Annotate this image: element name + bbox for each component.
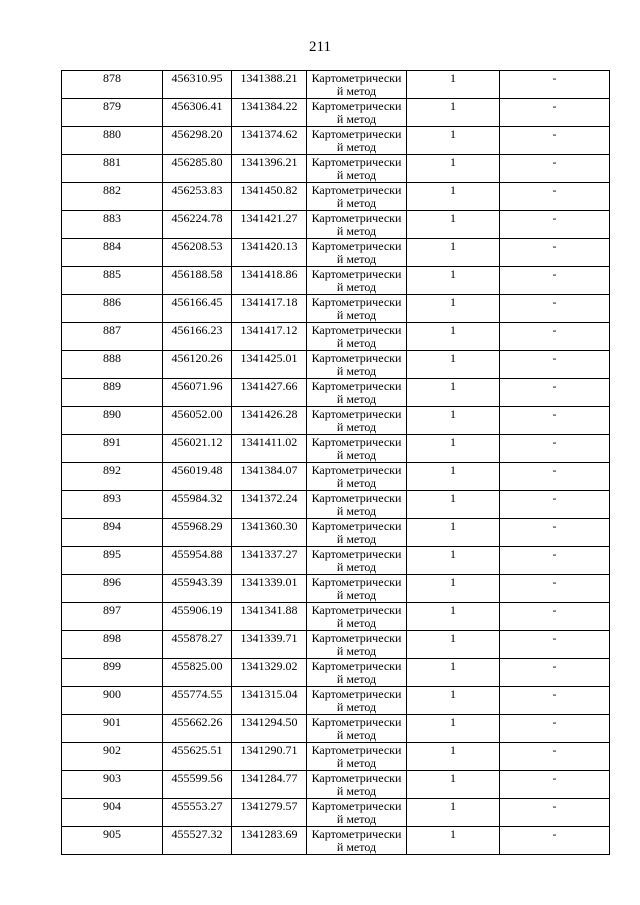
y-coordinate-cell: 1341372.24 xyxy=(232,491,307,519)
y-coordinate-cell: 1341396.21 xyxy=(232,155,307,183)
point-number-cell: 879 xyxy=(62,99,163,127)
table-row xyxy=(62,771,610,799)
y-coordinate-cell: 1341329.02 xyxy=(232,659,307,687)
y-coordinate-cell: 1341339.71 xyxy=(232,631,307,659)
method-text: Картометрически й метод xyxy=(311,631,402,658)
y-coordinate-cell: 1341341.88 xyxy=(232,603,307,631)
note-cell: - xyxy=(500,239,610,267)
method-cell xyxy=(307,519,407,547)
y-coordinate-cell: 1341421.27 xyxy=(232,211,307,239)
note-cell: - xyxy=(500,547,610,575)
method-text: Картометрически й метод xyxy=(311,659,402,686)
table-row xyxy=(62,351,610,379)
method-text: Картометрически й метод xyxy=(311,239,402,266)
method-cell xyxy=(307,827,407,855)
x-coordinate-cell: 456285.80 xyxy=(163,155,232,183)
accuracy-cell: 1 xyxy=(407,603,500,631)
y-coordinate-cell: 1341384.22 xyxy=(232,99,307,127)
accuracy-cell: 1 xyxy=(407,183,500,211)
y-coordinate-cell: 1341374.62 xyxy=(232,127,307,155)
table-row xyxy=(62,715,610,743)
point-number-cell: 883 xyxy=(62,211,163,239)
method-text: Картометрически й метод xyxy=(311,71,402,98)
method-cell xyxy=(307,127,407,155)
accuracy-cell: 1 xyxy=(407,351,500,379)
table-row xyxy=(62,687,610,715)
y-coordinate-cell: 1341388.21 xyxy=(232,71,307,99)
accuracy-cell: 1 xyxy=(407,71,500,99)
method-text: Картометрически й метод xyxy=(311,715,402,742)
method-text: Картометрически й метод xyxy=(311,491,402,518)
note-cell: - xyxy=(500,99,610,127)
point-number-cell: 884 xyxy=(62,239,163,267)
accuracy-cell: 1 xyxy=(407,463,500,491)
point-number-cell: 880 xyxy=(62,127,163,155)
method-cell xyxy=(307,407,407,435)
note-cell: - xyxy=(500,715,610,743)
note-cell: - xyxy=(500,799,610,827)
method-cell xyxy=(307,799,407,827)
x-coordinate-cell: 456071.96 xyxy=(163,379,232,407)
point-number-cell: 898 xyxy=(62,631,163,659)
note-cell: - xyxy=(500,323,610,351)
y-coordinate-cell: 1341425.01 xyxy=(232,351,307,379)
method-cell xyxy=(307,659,407,687)
method-text: Картометрически й метод xyxy=(311,603,402,630)
method-text: Картометрически й метод xyxy=(311,687,402,714)
accuracy-cell: 1 xyxy=(407,715,500,743)
accuracy-cell: 1 xyxy=(407,491,500,519)
table-row xyxy=(62,239,610,267)
note-cell: - xyxy=(500,211,610,239)
point-number-cell: 892 xyxy=(62,463,163,491)
y-coordinate-cell: 1341339.01 xyxy=(232,575,307,603)
method-cell xyxy=(307,687,407,715)
point-number-cell: 889 xyxy=(62,379,163,407)
method-text: Картометрически й метод xyxy=(311,351,402,378)
method-cell xyxy=(307,715,407,743)
point-number-cell: 882 xyxy=(62,183,163,211)
note-cell: - xyxy=(500,267,610,295)
point-number-cell: 890 xyxy=(62,407,163,435)
accuracy-cell: 1 xyxy=(407,827,500,855)
y-coordinate-cell: 1341290.71 xyxy=(232,743,307,771)
accuracy-cell: 1 xyxy=(407,799,500,827)
accuracy-cell: 1 xyxy=(407,435,500,463)
page-number: 211 xyxy=(309,39,331,55)
x-coordinate-cell: 456208.53 xyxy=(163,239,232,267)
method-cell xyxy=(307,491,407,519)
method-cell xyxy=(307,211,407,239)
method-text: Картометрически й метод xyxy=(311,155,402,182)
table-row xyxy=(62,463,610,491)
method-text: Картометрически й метод xyxy=(311,743,402,770)
y-coordinate-cell: 1341420.13 xyxy=(232,239,307,267)
accuracy-cell: 1 xyxy=(407,295,500,323)
point-number-cell: 897 xyxy=(62,603,163,631)
method-text: Картометрически й метод xyxy=(311,435,402,462)
x-coordinate-cell: 455943.39 xyxy=(163,575,232,603)
point-number-cell: 891 xyxy=(62,435,163,463)
note-cell: - xyxy=(500,575,610,603)
accuracy-cell: 1 xyxy=(407,519,500,547)
x-coordinate-cell: 456253.83 xyxy=(163,183,232,211)
note-cell: - xyxy=(500,351,610,379)
x-coordinate-cell: 456188.58 xyxy=(163,267,232,295)
y-coordinate-cell: 1341283.69 xyxy=(232,827,307,855)
note-cell: - xyxy=(500,827,610,855)
x-coordinate-cell: 455625.51 xyxy=(163,743,232,771)
method-cell xyxy=(307,99,407,127)
x-coordinate-cell: 455954.88 xyxy=(163,547,232,575)
accuracy-cell: 1 xyxy=(407,687,500,715)
x-coordinate-cell: 455553.27 xyxy=(163,799,232,827)
method-cell xyxy=(307,435,407,463)
point-number-cell: 899 xyxy=(62,659,163,687)
y-coordinate-cell: 1341284.77 xyxy=(232,771,307,799)
x-coordinate-cell: 456224.78 xyxy=(163,211,232,239)
point-number-cell: 900 xyxy=(62,687,163,715)
x-coordinate-cell: 455968.29 xyxy=(163,519,232,547)
accuracy-cell: 1 xyxy=(407,127,500,155)
method-text: Картометрически й метод xyxy=(311,295,402,322)
table-row xyxy=(62,407,610,435)
y-coordinate-cell: 1341411.02 xyxy=(232,435,307,463)
accuracy-cell: 1 xyxy=(407,771,500,799)
table-row xyxy=(62,267,610,295)
note-cell: - xyxy=(500,379,610,407)
accuracy-cell: 1 xyxy=(407,211,500,239)
method-text: Картометрически й метод xyxy=(311,827,402,854)
point-number-cell: 902 xyxy=(62,743,163,771)
x-coordinate-cell: 456166.23 xyxy=(163,323,232,351)
table-row xyxy=(62,519,610,547)
method-text: Картометрически й метод xyxy=(311,463,402,490)
y-coordinate-cell: 1341315.04 xyxy=(232,687,307,715)
note-cell: - xyxy=(500,463,610,491)
method-cell xyxy=(307,603,407,631)
table-row xyxy=(62,211,610,239)
method-text: Картометрически й метод xyxy=(311,379,402,406)
note-cell: - xyxy=(500,407,610,435)
table-row xyxy=(62,799,610,827)
note-cell: - xyxy=(500,155,610,183)
note-cell: - xyxy=(500,71,610,99)
accuracy-cell: 1 xyxy=(407,99,500,127)
point-number-cell: 885 xyxy=(62,267,163,295)
x-coordinate-cell: 455599.56 xyxy=(163,771,232,799)
x-coordinate-cell: 455774.55 xyxy=(163,687,232,715)
table-row xyxy=(62,295,610,323)
table-row xyxy=(62,183,610,211)
x-coordinate-cell: 456310.95 xyxy=(163,71,232,99)
x-coordinate-cell: 455984.32 xyxy=(163,491,232,519)
note-cell: - xyxy=(500,687,610,715)
note-cell: - xyxy=(500,183,610,211)
accuracy-cell: 1 xyxy=(407,547,500,575)
accuracy-cell: 1 xyxy=(407,575,500,603)
note-cell: - xyxy=(500,435,610,463)
accuracy-cell: 1 xyxy=(407,267,500,295)
method-cell xyxy=(307,155,407,183)
table-row xyxy=(62,547,610,575)
point-number-cell: 881 xyxy=(62,155,163,183)
point-number-cell: 887 xyxy=(62,323,163,351)
table-row xyxy=(62,603,610,631)
note-cell: - xyxy=(500,295,610,323)
x-coordinate-cell: 456019.48 xyxy=(163,463,232,491)
x-coordinate-cell: 455527.32 xyxy=(163,827,232,855)
method-cell xyxy=(307,379,407,407)
note-cell: - xyxy=(500,519,610,547)
table-row xyxy=(62,827,610,855)
accuracy-cell: 1 xyxy=(407,743,500,771)
y-coordinate-cell: 1341417.18 xyxy=(232,295,307,323)
x-coordinate-cell: 456166.45 xyxy=(163,295,232,323)
table-row xyxy=(62,575,610,603)
coordinates-table xyxy=(61,70,610,855)
x-coordinate-cell: 456298.20 xyxy=(163,127,232,155)
method-text: Картометрически й метод xyxy=(311,211,402,238)
method-text: Картометрически й метод xyxy=(311,407,402,434)
method-cell xyxy=(307,771,407,799)
table-row xyxy=(62,155,610,183)
y-coordinate-cell: 1341418.86 xyxy=(232,267,307,295)
y-coordinate-cell: 1341427.66 xyxy=(232,379,307,407)
table-row xyxy=(62,743,610,771)
method-text: Картометрически й метод xyxy=(311,519,402,546)
note-cell: - xyxy=(500,631,610,659)
accuracy-cell: 1 xyxy=(407,239,500,267)
accuracy-cell: 1 xyxy=(407,323,500,351)
method-cell xyxy=(307,295,407,323)
y-coordinate-cell: 1341360.30 xyxy=(232,519,307,547)
method-cell xyxy=(307,351,407,379)
y-coordinate-cell: 1341417.12 xyxy=(232,323,307,351)
point-number-cell: 894 xyxy=(62,519,163,547)
accuracy-cell: 1 xyxy=(407,379,500,407)
point-number-cell: 886 xyxy=(62,295,163,323)
table-row xyxy=(62,491,610,519)
table-row xyxy=(62,659,610,687)
y-coordinate-cell: 1341294.50 xyxy=(232,715,307,743)
x-coordinate-cell: 455825.00 xyxy=(163,659,232,687)
x-coordinate-cell: 456021.12 xyxy=(163,435,232,463)
method-text: Картометрически й метод xyxy=(311,771,402,798)
method-text: Картометрически й метод xyxy=(311,799,402,826)
table-row xyxy=(62,127,610,155)
method-cell xyxy=(307,71,407,99)
table-row xyxy=(62,99,610,127)
accuracy-cell: 1 xyxy=(407,407,500,435)
note-cell: - xyxy=(500,127,610,155)
method-cell xyxy=(307,239,407,267)
table-row xyxy=(62,435,610,463)
x-coordinate-cell: 455906.19 xyxy=(163,603,232,631)
accuracy-cell: 1 xyxy=(407,155,500,183)
method-text: Картометрически й метод xyxy=(311,575,402,602)
x-coordinate-cell: 456052.00 xyxy=(163,407,232,435)
x-coordinate-cell: 455878.27 xyxy=(163,631,232,659)
note-cell: - xyxy=(500,743,610,771)
x-coordinate-cell: 455662.26 xyxy=(163,715,232,743)
method-text: Картометрически й метод xyxy=(311,127,402,154)
note-cell: - xyxy=(500,491,610,519)
method-cell xyxy=(307,323,407,351)
point-number-cell: 905 xyxy=(62,827,163,855)
accuracy-cell: 1 xyxy=(407,631,500,659)
table-row xyxy=(62,323,610,351)
method-text: Картометрически й метод xyxy=(311,547,402,574)
method-text: Картометрически й метод xyxy=(311,267,402,294)
method-text: Картометрически й метод xyxy=(311,99,402,126)
point-number-cell: 888 xyxy=(62,351,163,379)
method-cell xyxy=(307,183,407,211)
table-row xyxy=(62,379,610,407)
point-number-cell: 878 xyxy=(62,71,163,99)
method-cell xyxy=(307,547,407,575)
point-number-cell: 893 xyxy=(62,491,163,519)
point-number-cell: 903 xyxy=(62,771,163,799)
table-row xyxy=(62,71,610,99)
y-coordinate-cell: 1341450.82 xyxy=(232,183,307,211)
method-cell xyxy=(307,575,407,603)
note-cell: - xyxy=(500,771,610,799)
y-coordinate-cell: 1341384.07 xyxy=(232,463,307,491)
method-text: Картометрически й метод xyxy=(311,183,402,210)
method-cell xyxy=(307,463,407,491)
method-cell xyxy=(307,743,407,771)
coordinates-table-body xyxy=(62,71,610,855)
method-text: Картометрически й метод xyxy=(311,323,402,350)
x-coordinate-cell: 456120.26 xyxy=(163,351,232,379)
note-cell: - xyxy=(500,603,610,631)
point-number-cell: 895 xyxy=(62,547,163,575)
y-coordinate-cell: 1341279.57 xyxy=(232,799,307,827)
point-number-cell: 896 xyxy=(62,575,163,603)
method-cell xyxy=(307,631,407,659)
point-number-cell: 904 xyxy=(62,799,163,827)
y-coordinate-cell: 1341426.28 xyxy=(232,407,307,435)
point-number-cell: 901 xyxy=(62,715,163,743)
x-coordinate-cell: 456306.41 xyxy=(163,99,232,127)
y-coordinate-cell: 1341337.27 xyxy=(232,547,307,575)
table-row xyxy=(62,631,610,659)
note-cell: - xyxy=(500,659,610,687)
method-cell xyxy=(307,267,407,295)
accuracy-cell: 1 xyxy=(407,659,500,687)
